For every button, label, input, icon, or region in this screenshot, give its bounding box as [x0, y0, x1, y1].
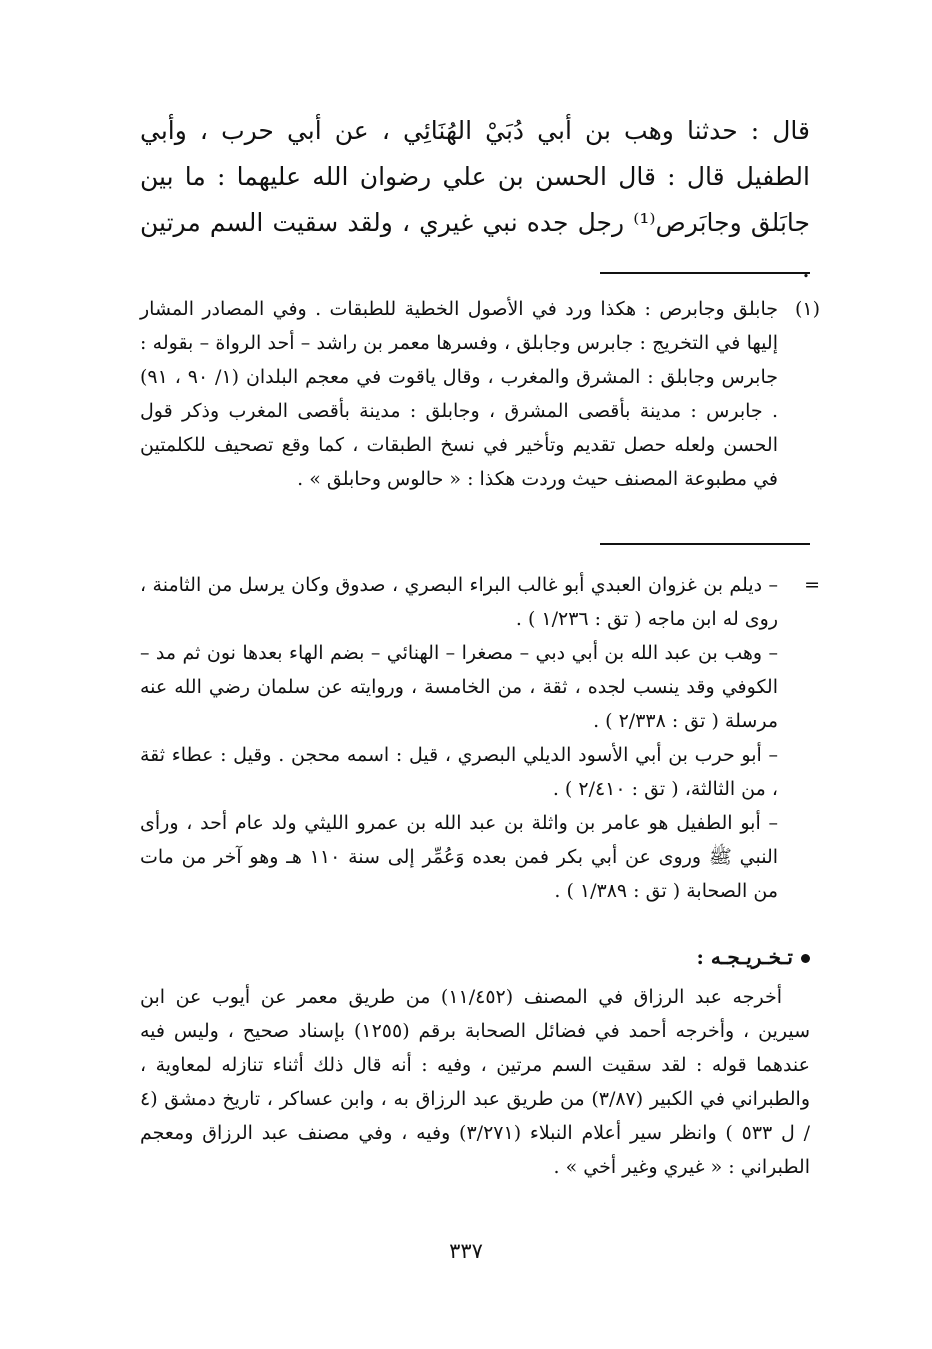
narrator-note-item: – أبو الطفيل هو عامر بن واثلة بن عبد الله بن عمرو الليثي ولد عام أحد ، ورأى النبي ﷺ وروى عن أبي بكر فمن بعده وَعُمِّر إلى سنة ١١٠ هـ وهو آخر من مات من الصحابة ( تق : ١/٣٨٩ ) . [140, 812, 779, 902]
footnote-row [140, 292, 820, 496]
page-number: ٣٣٧ [449, 1239, 483, 1263]
narrator-note-item: – وهب بن عبد الله بن أبي دبي – مصغرا – الهنائي – بضم الهاء بعدها نون ثم مد – الكوفي وقد ينسب لجده ، ثقة ، من الخامسة ، وروايته عن سلمان رضي الله عنه مرسلة ( تق : ٢/٣٣٨ ) . [140, 642, 778, 732]
narrator-notes-list [140, 568, 778, 908]
takhrij-heading-text: تـخـريـجـه : [696, 945, 793, 969]
takhrij-heading [600, 940, 810, 974]
main-paragraph: قال : حدثنا وهب بن أبي دُبَيْ الهُنَائِي ، عن أبي حرب ، وأبي الطفيل قال : قال الحسن بن علي رضوان الله عليهما : ما بين جابَلق وجابَرص⁽¹⁾ رجل جده نبي غيري ، ولقد سقيت السم مرتين . [140, 116, 810, 283]
takhrij-paragraph: أخرجه عبد الرزاق في المصنف (١١/٤٥٢) من طريق معمر عن أيوب عن ابن سيرين ، وأخرجه أحمد في فضائل الصحابة برقم (١٢٥٥) بإسناد صحيح ، وليس فيه عندهما قوله : لقد سقيت السم مرتين ، وفيه : أنه قال ذلك أثناء تنازله لمعاوية ، والطبراني في الكبير (٣/٨٧) من طريق عبد الرزاق به ، وابن عساكر ، تاريخ دمشق (٤ / ل ٥٣٣ ) وانظر سير أعلام النبلاء (٣/٢٧١) وفيه ، وفي مصنف عبد الرزاق ومعجم الطبراني : « غيري وغير أخي » . [140, 986, 810, 1178]
footnote-block [140, 292, 820, 496]
footnote-text: جابلق وجابرص : هكذا ورد في الأصول الخطية للطبقات . وفي المصادر المشار إليها في التخريج : جابرس وجابلق ، وفسرها معمر بن راشد – أحد الرواة – بقوله : جابرس وجابلق : المشرق والمغرب ، وقال ياقوت في معجم البلدان (١/ ٩٠ ، ٩١) . جابرس : مدينة بأقصى المشرق ، وجابلق : مدينة بأقصى المغرب وذكر قول الحسن ولعله حصل تقديم وتأخير في نسخ الطبقات ، كما وقع تصحيف للكلمتين في مطبوعة المصنف حيث وردت هكذا : « حالوس وحابلق » . [140, 298, 779, 490]
narrator-note-item: – أبو حرب بن أبي الأسود الديلي البصري ، قيل : اسمه محجن . وقيل : عطاء ثقة ، من الثالثة، ( تق : ٢/٤١٠ ) . [140, 744, 778, 800]
narrator-notes-block [140, 568, 820, 908]
takhrij-block [140, 980, 810, 1184]
bullet-icon [801, 954, 810, 963]
notes-separator-rule [600, 543, 810, 545]
footnote-marker: (١) [794, 298, 820, 320]
narrator-note-item: – ديلم بن غزوان العبدي أبو غالب البراء البصري ، صدوق وكان يرسل من الثامنة ، روى له ابن ماجه ( تق : ١/٢٣٦ ) . [140, 574, 778, 630]
continuation-marker: = [804, 574, 820, 596]
footnote-separator-rule [600, 272, 810, 274]
notes-row [140, 568, 820, 908]
main-text-block [140, 108, 810, 292]
